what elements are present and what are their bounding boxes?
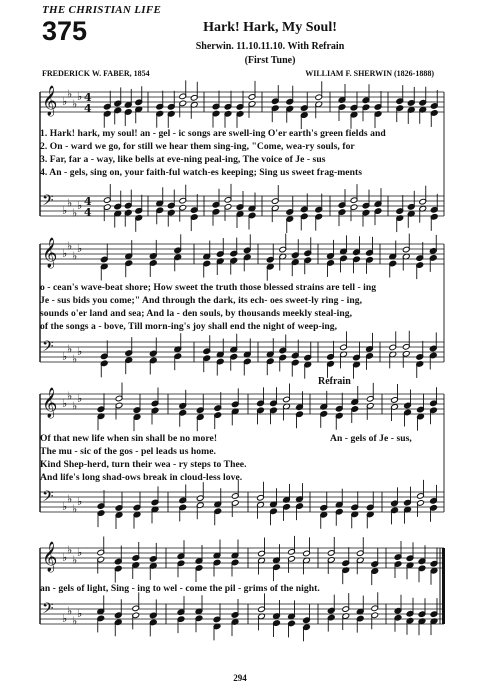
refrain-lyric: An - gels of Je - sus, xyxy=(330,433,412,444)
time-signature-top: 4 xyxy=(84,91,92,104)
flat-icon: ♭ xyxy=(67,492,73,506)
time-signature-bottom: 4 xyxy=(84,206,92,219)
bass-clef-icon: 𝄢 xyxy=(42,600,54,621)
lyric-line: o - cean's wave-beat shore; How sweet the truth those blessed strains are tell - ing xyxy=(40,282,377,293)
treble-clef-icon: 𝄞 xyxy=(42,238,58,268)
flat-icon: ♭ xyxy=(77,392,83,405)
flat-icon: ♭ xyxy=(62,612,68,625)
lyric-line: sounds o'er land and sea; And la - den souls, by thousands meekly steal-ing, xyxy=(40,308,353,319)
bass-clef-icon: 𝄢 xyxy=(42,338,54,359)
author-credit: FREDERICK W. FABER, 1854 xyxy=(42,69,150,78)
flat-icon: ♭ xyxy=(62,551,68,564)
section-heading: THE CHRISTIAN LIFE xyxy=(42,4,162,16)
flat-icon: ♭ xyxy=(67,196,73,210)
tune-note: (First Tune) xyxy=(244,55,296,66)
flat-icon: ♭ xyxy=(72,206,78,220)
treble-clef-icon: 𝄞 xyxy=(42,388,58,418)
flat-icon: ♭ xyxy=(67,543,73,557)
flat-icon: ♭ xyxy=(72,399,78,413)
flat-icon: ♭ xyxy=(77,90,83,103)
flat-icon: ♭ xyxy=(67,87,73,101)
lyric-line: 2. On - ward we go, for still we hear them sing-ing, "Come, wea-ry souls, for xyxy=(40,141,355,152)
treble-clef-icon: 𝄞 xyxy=(42,86,58,116)
flat-icon: ♭ xyxy=(67,389,73,403)
flat-icon: ♭ xyxy=(77,495,83,508)
flat-icon: ♭ xyxy=(67,342,73,356)
bass-clef-icon: 𝄢 xyxy=(42,488,54,509)
lyric-line: Kind Shep-herd, turn their wea - ry steps to Thee. xyxy=(40,459,247,470)
hymn-title: Hark! Hark, My Soul! xyxy=(203,20,337,35)
flat-icon: ♭ xyxy=(72,614,78,628)
lyric-line: And life's long shad-ows break in cloud-less love. xyxy=(40,472,243,483)
bass-clef-icon: 𝄢 xyxy=(42,192,54,213)
flat-icon: ♭ xyxy=(77,546,83,559)
lyric-line: an - gels of light, Sing - ing to wel - come the pil - grims of the night. xyxy=(40,583,320,594)
time-signature-top: 4 xyxy=(84,195,92,208)
lyric-line: The mu - sic of the gos - pel leads us home. xyxy=(40,446,216,457)
page-number: 294 xyxy=(233,673,247,683)
flat-icon: ♭ xyxy=(67,604,73,618)
lyric-line: Of that new life when sin shall be no more! xyxy=(40,433,218,444)
lyric-line: 3. Far, far a - way, like bells at eve-ning peal-ing, The voice of Je - sus xyxy=(40,154,326,165)
flat-icon: ♭ xyxy=(72,352,78,366)
hymn-number: 375 xyxy=(42,16,88,46)
flat-icon: ♭ xyxy=(77,199,83,212)
refrain-label: Refrain xyxy=(318,376,351,387)
flat-icon: ♭ xyxy=(62,500,68,513)
flat-icon: ♭ xyxy=(72,502,78,516)
flat-icon: ♭ xyxy=(72,249,78,263)
lyric-line: Je - sus bids you come;" And through the dark, its ech- oes sweet-ly ring - ing, xyxy=(40,295,363,306)
tune-meter: Sherwin. 11.10.11.10. With Refrain xyxy=(195,41,345,52)
flat-icon: ♭ xyxy=(77,242,83,255)
lyric-line: 4. An - gels, sing on, your faith-ful watch-es keeping; Sing us sweet frag-ments xyxy=(40,167,363,178)
flat-icon: ♭ xyxy=(62,95,68,108)
flat-icon: ♭ xyxy=(62,247,68,260)
composer-credit: WILLIAM F. SHERWIN (1826-1888) xyxy=(305,69,434,78)
flat-icon: ♭ xyxy=(62,350,68,363)
flat-icon: ♭ xyxy=(62,397,68,410)
flat-icon: ♭ xyxy=(77,345,83,358)
time-signature-bottom: 4 xyxy=(84,102,92,115)
flat-icon: ♭ xyxy=(72,97,78,111)
flat-icon: ♭ xyxy=(67,239,73,253)
treble-clef-icon: 𝄞 xyxy=(42,542,58,572)
flat-icon: ♭ xyxy=(62,204,68,217)
flat-icon: ♭ xyxy=(77,607,83,620)
lyric-line: of the songs a - bove, Till morn-ing's joy shall end the night of weep-ing, xyxy=(40,321,338,332)
flat-icon: ♭ xyxy=(72,553,78,567)
lyric-line: 1. Hark! hark, my soul! an - gel - ic songs are swell-ing O'er earth's green fields and xyxy=(40,128,386,139)
